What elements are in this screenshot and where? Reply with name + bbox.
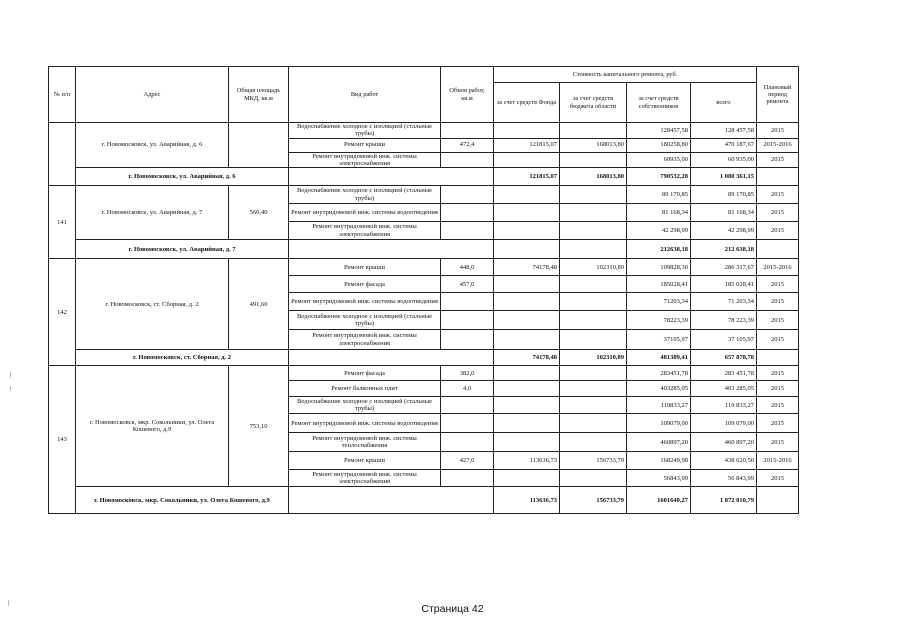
repair-table bbox=[48, 66, 799, 514]
owners-cell: 128457,58 bbox=[627, 123, 691, 139]
work-type-cell: Ремонт фасада bbox=[289, 366, 441, 381]
owners-cell: 56843,99 bbox=[627, 470, 691, 487]
summary-address-cell: г. Новомосковск, ул. Аварийная, д. 7 bbox=[76, 240, 289, 259]
period-cell: 2015 bbox=[757, 330, 799, 350]
summary-row bbox=[49, 487, 799, 514]
fund-cell bbox=[494, 397, 560, 414]
period-cell: 2015 bbox=[757, 433, 799, 452]
work-type-cell: Ремонт балконных плит bbox=[289, 381, 441, 397]
summary-period-cell bbox=[757, 487, 799, 514]
summary-region-cell: 156733,79 bbox=[560, 487, 627, 514]
work-type-cell: Ремонт внутридомовой инж. системы электроснабжения bbox=[289, 152, 441, 168]
header-area: Общая площадь МКД, кв.м bbox=[229, 67, 289, 123]
owners-cell: 119833,27 bbox=[627, 397, 691, 414]
period-cell: 2015 bbox=[757, 123, 799, 139]
summary-row bbox=[49, 168, 799, 186]
region-budget-cell bbox=[560, 414, 627, 433]
work-type-cell: Водоснабжение холодное с изоляцией (стальные трубы) bbox=[289, 311, 441, 330]
header-total: всего bbox=[691, 83, 757, 123]
summary-period-cell bbox=[757, 168, 799, 186]
summary-blank-cell bbox=[289, 168, 494, 186]
owners-cell: 109828,30 bbox=[627, 259, 691, 276]
region-budget-cell: 156733,79 bbox=[560, 452, 627, 470]
table-row bbox=[49, 366, 799, 381]
summary-total-cell: 657 878,78 bbox=[691, 350, 757, 366]
area-cell bbox=[229, 123, 289, 168]
summary-region-cell bbox=[560, 240, 627, 259]
fund-cell bbox=[494, 123, 560, 139]
volume-cell: 382,0 bbox=[441, 366, 494, 381]
region-budget-cell bbox=[560, 186, 627, 204]
header-work: Вид работ bbox=[289, 67, 441, 123]
volume-cell: 427,0 bbox=[441, 452, 494, 470]
scan-speck bbox=[10, 372, 11, 378]
header-num: № п/п bbox=[49, 67, 76, 123]
work-type-cell: Ремонт крыши bbox=[289, 259, 441, 276]
fund-cell: 113636,73 bbox=[494, 452, 560, 470]
work-type-cell: Ремонт внутридомовой инж. системы электроснабжения bbox=[289, 470, 441, 487]
volume-cell bbox=[441, 311, 494, 330]
owners-cell: 37105,97 bbox=[627, 330, 691, 350]
summary-blank-cell bbox=[289, 350, 494, 366]
period-cell: 2015-2016 bbox=[757, 259, 799, 276]
region-budget-cell bbox=[560, 276, 627, 293]
region-budget-cell bbox=[560, 366, 627, 381]
address-cell: г. Новомосковск, ул. Аварийная, д. 6 bbox=[76, 123, 229, 168]
summary-owners-cell: 790532,28 bbox=[627, 168, 691, 186]
total-cell: 119 833,27 bbox=[691, 397, 757, 414]
volume-cell bbox=[441, 414, 494, 433]
summary-row bbox=[49, 350, 799, 366]
total-cell: 109 079,00 bbox=[691, 414, 757, 433]
fund-cell bbox=[494, 311, 560, 330]
area-cell: 560,40 bbox=[229, 186, 289, 240]
total-cell: 89 170,85 bbox=[691, 186, 757, 204]
period-cell: 2015 bbox=[757, 152, 799, 168]
work-type-cell: Ремонт внутридомовой инж. системы электроснабжения bbox=[289, 330, 441, 350]
work-type-cell: Ремонт внутридомовой инж. системы водоотведения bbox=[289, 293, 441, 311]
work-type-cell: Ремонт фасада bbox=[289, 276, 441, 293]
header-address: Адрес bbox=[76, 67, 229, 123]
fund-cell: 121815,07 bbox=[494, 138, 560, 152]
table-row bbox=[49, 186, 799, 204]
volume-cell bbox=[441, 293, 494, 311]
total-cell: 403 285,05 bbox=[691, 381, 757, 397]
document-sheet bbox=[48, 66, 798, 514]
volume-cell: 457,0 bbox=[441, 276, 494, 293]
volume-cell bbox=[441, 152, 494, 168]
total-cell: 438 620,50 bbox=[691, 452, 757, 470]
summary-address-cell: г. Новомосковск, мкр. Сокольники, ул. Олега Кошевого, д.9 bbox=[76, 487, 289, 514]
region-budget-cell bbox=[560, 311, 627, 330]
total-cell: 78 223,39 bbox=[691, 311, 757, 330]
volume-cell bbox=[441, 186, 494, 204]
period-cell: 2015-2016 bbox=[757, 138, 799, 152]
scan-speck bbox=[8, 600, 9, 606]
work-type-cell: Ремонт внутридомовой инж. системы электроснабжения bbox=[289, 222, 441, 240]
work-type-cell: Водоснабжение холодное с изоляцией (стальные трубы) bbox=[289, 186, 441, 204]
total-cell: 128 457,58 bbox=[691, 123, 757, 139]
volume-cell bbox=[441, 222, 494, 240]
summary-blank-cell bbox=[289, 487, 494, 514]
total-cell: 37 105,97 bbox=[691, 330, 757, 350]
region-budget-cell bbox=[560, 381, 627, 397]
header-region: за счет средств бюджета области bbox=[560, 83, 627, 123]
summary-owners-cell: 481389,41 bbox=[627, 350, 691, 366]
owners-cell: 460897,20 bbox=[627, 433, 691, 452]
volume-cell: 472,4 bbox=[441, 138, 494, 152]
work-type-cell: Ремонт крыши bbox=[289, 452, 441, 470]
volume-cell: 4,0 bbox=[441, 381, 494, 397]
region-budget-cell bbox=[560, 470, 627, 487]
fund-cell bbox=[494, 152, 560, 168]
header-volume: Объем работ, кв.м bbox=[441, 67, 494, 123]
fund-cell bbox=[494, 470, 560, 487]
period-cell: 2015 bbox=[757, 311, 799, 330]
volume-cell bbox=[441, 397, 494, 414]
work-type-cell: Ремонт внутридомовой инж. системы водоотведения bbox=[289, 204, 441, 222]
region-budget-cell bbox=[560, 330, 627, 350]
row-number-cell bbox=[49, 123, 76, 186]
region-budget-cell bbox=[560, 397, 627, 414]
row-number-cell: 142 bbox=[49, 259, 76, 366]
owners-cell: 81 168,34 bbox=[627, 204, 691, 222]
fund-cell: 74178,48 bbox=[494, 259, 560, 276]
fund-cell bbox=[494, 366, 560, 381]
summary-address-cell: г. Новомосковск, ст. Сборная, д. 2 bbox=[76, 350, 289, 366]
owners-cell: 168249,98 bbox=[627, 452, 691, 470]
region-budget-cell bbox=[560, 204, 627, 222]
fund-cell bbox=[494, 381, 560, 397]
fund-cell bbox=[494, 414, 560, 433]
summary-fund-cell: 74178,48 bbox=[494, 350, 560, 366]
header-cost-group: Стоимость капитального ремонта, руб. bbox=[494, 67, 757, 83]
owners-cell: 185028,41 bbox=[627, 276, 691, 293]
row-number-cell: 141 bbox=[49, 186, 76, 259]
region-budget-cell: 102310,89 bbox=[560, 259, 627, 276]
work-type-cell: Ремонт крыши bbox=[289, 138, 441, 152]
summary-address-cell: г. Новомосковск, ул. Аварийная, д. 6 bbox=[76, 168, 289, 186]
region-budget-cell: 168013,80 bbox=[560, 138, 627, 152]
owners-cell: 89 170,85 bbox=[627, 186, 691, 204]
total-cell: 460 897,20 bbox=[691, 433, 757, 452]
work-type-cell: Водоснабжение холодное с изоляцией (стальные трубы) bbox=[289, 397, 441, 414]
total-cell: 71 203,34 bbox=[691, 293, 757, 311]
fund-cell bbox=[494, 293, 560, 311]
summary-total-cell: 212 638,18 bbox=[691, 240, 757, 259]
period-cell: 2015 bbox=[757, 276, 799, 293]
summary-period-cell bbox=[757, 240, 799, 259]
owners-cell: 283451,78 bbox=[627, 366, 691, 381]
region-budget-cell bbox=[560, 123, 627, 139]
table-body bbox=[49, 123, 799, 514]
summary-owners-cell: 212638,18 bbox=[627, 240, 691, 259]
table-row bbox=[49, 123, 799, 139]
summary-period-cell bbox=[757, 350, 799, 366]
address-cell: г. Новомосковск, ст. Сборная, д. 2 bbox=[76, 259, 229, 350]
total-cell: 81 168,34 bbox=[691, 204, 757, 222]
table-row bbox=[49, 259, 799, 276]
period-cell: 2015 bbox=[757, 366, 799, 381]
summary-total-cell: 1 872 010,79 bbox=[691, 487, 757, 514]
header-owners: за счет средств собственников bbox=[627, 83, 691, 123]
total-cell: 60 935,00 bbox=[691, 152, 757, 168]
summary-fund-cell: 121815,07 bbox=[494, 168, 560, 186]
volume-cell bbox=[441, 330, 494, 350]
summary-fund-cell bbox=[494, 240, 560, 259]
row-number-cell: 143 bbox=[49, 366, 76, 514]
total-cell: 185 028,41 bbox=[691, 276, 757, 293]
period-cell: 2015 bbox=[757, 186, 799, 204]
region-budget-cell bbox=[560, 152, 627, 168]
summary-row bbox=[49, 240, 799, 259]
owners-cell: 403285,05 bbox=[627, 381, 691, 397]
owners-cell: 42 298,99 bbox=[627, 222, 691, 240]
summary-fund-cell: 113636,73 bbox=[494, 487, 560, 514]
summary-region-cell: 168013,80 bbox=[560, 168, 627, 186]
work-type-cell: Водоснабжение холодное с изоляцией (стальные трубы) bbox=[289, 123, 441, 139]
period-cell: 2015-2016 bbox=[757, 452, 799, 470]
header-fund: за счет средств Фонда bbox=[494, 83, 560, 123]
volume-cell bbox=[441, 470, 494, 487]
period-cell: 2015 bbox=[757, 222, 799, 240]
owners-cell: 60935,00 bbox=[627, 152, 691, 168]
region-budget-cell bbox=[560, 222, 627, 240]
total-cell: 286 317,67 bbox=[691, 259, 757, 276]
owners-cell: 109079,00 bbox=[627, 414, 691, 433]
total-cell: 283 451,78 bbox=[691, 366, 757, 381]
summary-blank-cell bbox=[289, 240, 494, 259]
period-cell: 2015 bbox=[757, 293, 799, 311]
volume-cell: 448,0 bbox=[441, 259, 494, 276]
work-type-cell: Ремонт внутридомовой инж. системы водоотведения bbox=[289, 414, 441, 433]
header-period: Плановый период ремонта bbox=[757, 67, 799, 123]
fund-cell bbox=[494, 330, 560, 350]
address-cell: г. Новомосковск, мкр. Сокольники, ул. Олега Кошевого, д.9 bbox=[76, 366, 229, 487]
period-cell: 2015 bbox=[757, 414, 799, 433]
summary-total-cell: 1 080 361,15 bbox=[691, 168, 757, 186]
fund-cell bbox=[494, 186, 560, 204]
volume-cell bbox=[441, 204, 494, 222]
total-cell: 42 298,99 bbox=[691, 222, 757, 240]
period-cell: 2015 bbox=[757, 204, 799, 222]
work-type-cell: Ремонт внутридомовой инж. системы теплоснабжения bbox=[289, 433, 441, 452]
owners-cell: 78223,39 bbox=[627, 311, 691, 330]
summary-region-cell: 102310,89 bbox=[560, 350, 627, 366]
volume-cell bbox=[441, 123, 494, 139]
fund-cell bbox=[494, 204, 560, 222]
total-cell: 470 187,67 bbox=[691, 138, 757, 152]
fund-cell bbox=[494, 222, 560, 240]
period-cell: 2015 bbox=[757, 470, 799, 487]
owners-cell: 180258,80 bbox=[627, 138, 691, 152]
page-label: Страница 42 bbox=[421, 603, 484, 615]
scan-speck bbox=[10, 386, 11, 391]
summary-owners-cell: 1601640,27 bbox=[627, 487, 691, 514]
area-cell: 491,60 bbox=[229, 259, 289, 350]
period-cell: 2015 bbox=[757, 397, 799, 414]
volume-cell bbox=[441, 433, 494, 452]
total-cell: 56 843,99 bbox=[691, 470, 757, 487]
address-cell: г. Новомосковск, ул. Аварийная, д. 7 bbox=[76, 186, 229, 240]
fund-cell bbox=[494, 276, 560, 293]
area-cell: 753,10 bbox=[229, 366, 289, 487]
region-budget-cell bbox=[560, 433, 627, 452]
region-budget-cell bbox=[560, 293, 627, 311]
fund-cell bbox=[494, 433, 560, 452]
owners-cell: 71203,34 bbox=[627, 293, 691, 311]
period-cell: 2015 bbox=[757, 381, 799, 397]
